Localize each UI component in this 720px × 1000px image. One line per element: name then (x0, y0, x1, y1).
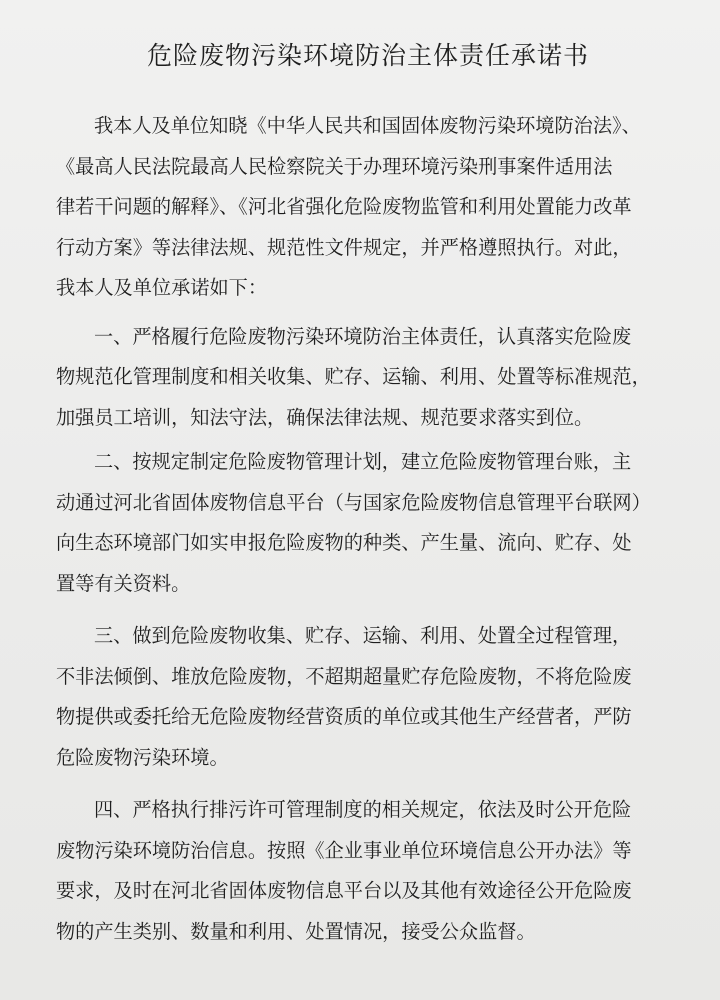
text-line: 我本人及单位知晓《中华人民共和国固体废物污染环境防治法》、 (94, 114, 641, 137)
text-line: 一、严格履行危险废物污染环境防治主体责任，认真落实危险废 (94, 324, 632, 348)
text-line: 危险废物污染环境。 (56, 745, 229, 769)
text-line: 《最高人民法院最高人民检察院关于办理环境污染刑事案件适用法 (56, 154, 613, 178)
text-line: 要求，及时在河北省固体废物信息平台以及其他有效途径公开危险废 (56, 879, 632, 902)
document-title: 危险废物污染环境防治主体责任承诺书 (146, 41, 589, 70)
text-line: 四、严格执行排污许可管理制度的相关规定，依法及时公开危险 (94, 798, 632, 821)
paragraph-item-2 (56, 442, 680, 604)
text-line: 不非法倾倒、堆放危险废物，不超期超量贮存危险废物，不将危险废 (56, 664, 632, 688)
text-line: 物的产生类别、数量和利用、处置情况，接受公众监督。 (56, 919, 536, 943)
text-line: 物提供或委托给无危险废物经营资质的单位或其他生产经营者，严防 (56, 705, 632, 728)
text-line: 律若干问题的解释》、《河北省强化危险废物监管和利用处置能力改革 (56, 195, 632, 218)
text-line: 废物污染环境防治信息。按照《企业事业单位环境信息公开办法》等 (56, 838, 632, 862)
text-line: 向生态环境部门如实申报危险废物的种类、产生量、流向、贮存、处 (56, 531, 632, 554)
paragraph-item-3 (56, 616, 680, 778)
paragraph-intro (56, 106, 680, 309)
text-line: 加强员工培训，知法守法，确保法律法规、规范要求落实到位。 (56, 405, 594, 429)
text-line: 物规范化管理制度和相关收集、贮存、运输、利用、处置等标准规范， (56, 365, 651, 388)
paragraph-item-4 (56, 790, 680, 952)
text-line: 动通过河北省固体废物信息平台（与国家危险废物信息管理平台联网） (56, 490, 651, 514)
text-line: 我本人及单位承诺如下： (56, 276, 268, 299)
text-line: 三、做到危险废物收集、贮存、运输、利用、处置全过程管理， (94, 624, 632, 647)
text-line: 置等有关资料。 (56, 571, 191, 595)
text-line: 行动方案》等法律法规、规范性文件规定，并严格遵照执行。对此， (56, 235, 632, 259)
text-line: 二、按规定制定危险废物管理计划，建立危险废物管理台账，主 (94, 450, 632, 473)
paragraph-item-1 (56, 317, 680, 439)
